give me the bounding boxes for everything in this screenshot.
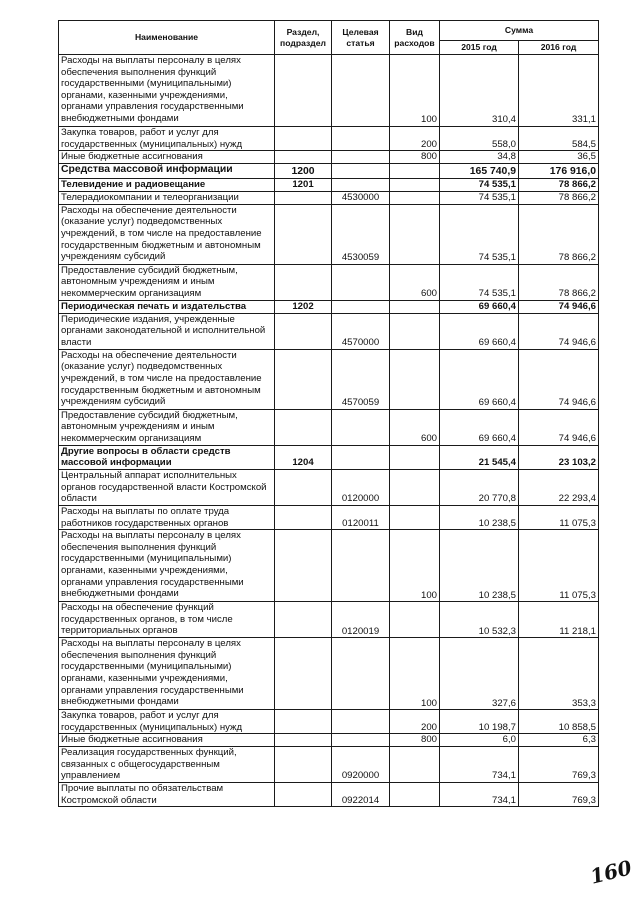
row-value-2016-cell: 36,5 (519, 151, 599, 164)
row-value-2016-cell: 176 916,0 (519, 163, 599, 178)
row-name-cell: Расходы на выплаты по оплате труда работников государственных органов (59, 505, 275, 529)
row-value-2016-cell: 22 293,4 (519, 469, 599, 505)
header-name: Наименование (59, 21, 275, 55)
row-section-cell (275, 782, 332, 806)
table-row (59, 191, 599, 204)
row-section-cell: 1204 (275, 445, 332, 469)
row-value-2015-cell: 165 740,9 (440, 163, 519, 178)
row-section-cell: 1202 (275, 300, 332, 313)
table-row (59, 127, 599, 151)
row-value-2016-cell: 78 866,2 (519, 204, 599, 264)
row-target-cell (332, 163, 390, 178)
row-type-cell (390, 300, 440, 313)
row-name-cell: Периодические издания, учрежденные органами законодательной и исполнительной власти (59, 313, 275, 349)
row-value-2015-cell: 327,6 (440, 638, 519, 710)
row-value-2015-cell: 69 660,4 (440, 313, 519, 349)
row-target-cell: 4530059 (332, 204, 390, 264)
row-section-cell (275, 204, 332, 264)
row-name-cell: Закупка товаров, работ и услуг для государственных (муниципальных) нужд (59, 710, 275, 734)
row-type-cell: 200 (390, 710, 440, 734)
row-section-cell (275, 127, 332, 151)
row-type-cell: 100 (390, 530, 440, 602)
row-type-cell (390, 313, 440, 349)
row-target-cell (332, 710, 390, 734)
row-name-cell: Предоставление субсидий бюджетным, автономным учреждениям и иным некоммерческим организациям (59, 409, 275, 445)
row-value-2015-cell: 10 238,5 (440, 530, 519, 602)
row-value-2015-cell: 310,4 (440, 55, 519, 127)
row-target-cell (332, 55, 390, 127)
row-value-2016-cell: 11 075,3 (519, 505, 599, 529)
row-name-cell: Расходы на обеспечение деятельности (оказание услуг) подведомственных учреждений, в том числе на предоставление государственным бюджетным и автономным учреждениям субсидий (59, 204, 275, 264)
row-type-cell (390, 602, 440, 638)
row-value-2016-cell: 78 866,2 (519, 191, 599, 204)
budget-table (58, 20, 599, 807)
page-number: 160 (587, 855, 635, 889)
table-row (59, 178, 599, 191)
table-row (59, 445, 599, 469)
row-value-2015-cell: 74 535,1 (440, 191, 519, 204)
row-name-cell: Телерадиокомпании и телеорганизации (59, 191, 275, 204)
row-value-2015-cell: 6,0 (440, 734, 519, 747)
table-row (59, 313, 599, 349)
row-type-cell: 600 (390, 409, 440, 445)
row-name-cell: Расходы на обеспечение деятельности (оказание услуг) подведомственных учреждений, в том числе на предоставление государственным бюджетным и автономным учреждениям субсидий (59, 349, 275, 409)
table-row (59, 734, 599, 747)
row-value-2015-cell: 10 238,5 (440, 505, 519, 529)
row-section-cell (275, 602, 332, 638)
row-section-cell (275, 55, 332, 127)
table-row (59, 746, 599, 782)
header-target: Целевая статья (332, 21, 390, 55)
row-value-2015-cell: 21 545,4 (440, 445, 519, 469)
row-target-cell (332, 530, 390, 602)
table-row (59, 469, 599, 505)
row-section-cell (275, 409, 332, 445)
row-value-2016-cell: 331,1 (519, 55, 599, 127)
row-type-cell (390, 191, 440, 204)
row-section-cell (275, 710, 332, 734)
row-name-cell: Телевидение и радиовещание (59, 178, 275, 191)
row-section-cell: 1201 (275, 178, 332, 191)
row-value-2016-cell: 584,5 (519, 127, 599, 151)
row-value-2016-cell: 769,3 (519, 746, 599, 782)
row-section-cell (275, 530, 332, 602)
row-name-cell: Иные бюджетные ассигнования (59, 734, 275, 747)
table-row (59, 300, 599, 313)
row-section-cell: 1200 (275, 163, 332, 178)
row-type-cell (390, 204, 440, 264)
row-value-2016-cell: 74 946,6 (519, 313, 599, 349)
row-name-cell: Средства массовой информации (59, 163, 275, 178)
row-name-cell: Другие вопросы в области средств массовой информации (59, 445, 275, 469)
table-row (59, 710, 599, 734)
row-name-cell: Прочие выплаты по обязательствам Костромской области (59, 782, 275, 806)
row-value-2016-cell: 6,3 (519, 734, 599, 747)
row-value-2015-cell: 10 198,7 (440, 710, 519, 734)
row-target-cell: 4570059 (332, 349, 390, 409)
row-value-2016-cell: 769,3 (519, 782, 599, 806)
row-target-cell: 0120019 (332, 602, 390, 638)
header-type: Вид расходов (390, 21, 440, 55)
table-row (59, 602, 599, 638)
row-value-2015-cell: 734,1 (440, 746, 519, 782)
row-name-cell: Расходы на выплаты персоналу в целях обеспечения выполнения функций государственными (муниципальными) органами, казенными учреждениями, органами управления государственными внебюджетными фондами (59, 530, 275, 602)
row-value-2015-cell: 69 660,4 (440, 409, 519, 445)
row-value-2016-cell: 78 866,2 (519, 178, 599, 191)
row-target-cell (332, 178, 390, 191)
table-row (59, 55, 599, 127)
header-sum: Сумма (440, 21, 599, 41)
row-type-cell (390, 163, 440, 178)
row-type-cell: 600 (390, 264, 440, 300)
row-name-cell: Расходы на выплаты персоналу в целях обеспечения выполнения функций государственными (муниципальными) органами, казенными учреждениями, органами управления государственными внебюджетными фондами (59, 55, 275, 127)
row-value-2016-cell: 78 866,2 (519, 264, 599, 300)
row-type-cell (390, 178, 440, 191)
row-value-2015-cell: 20 770,8 (440, 469, 519, 505)
row-value-2016-cell: 23 103,2 (519, 445, 599, 469)
row-value-2015-cell: 10 532,3 (440, 602, 519, 638)
row-value-2015-cell: 69 660,4 (440, 300, 519, 313)
row-value-2016-cell: 10 858,5 (519, 710, 599, 734)
row-name-cell: Закупка товаров, работ и услуг для государственных (муниципальных) нужд (59, 127, 275, 151)
row-section-cell (275, 191, 332, 204)
table-row (59, 638, 599, 710)
row-target-cell (332, 638, 390, 710)
header-section: Раздел, подраздел (275, 21, 332, 55)
row-target-cell (332, 734, 390, 747)
table-row (59, 349, 599, 409)
row-type-cell (390, 445, 440, 469)
row-value-2016-cell: 74 946,6 (519, 300, 599, 313)
row-value-2015-cell: 69 660,4 (440, 349, 519, 409)
row-type-cell (390, 782, 440, 806)
row-target-cell: 0120011 (332, 505, 390, 529)
row-section-cell (275, 469, 332, 505)
row-type-cell (390, 469, 440, 505)
row-value-2016-cell: 353,3 (519, 638, 599, 710)
row-name-cell: Периодическая печать и издательства (59, 300, 275, 313)
row-value-2015-cell: 734,1 (440, 782, 519, 806)
row-target-cell (332, 151, 390, 164)
table-row (59, 530, 599, 602)
row-target-cell (332, 300, 390, 313)
table-row (59, 505, 599, 529)
row-type-cell (390, 349, 440, 409)
header-year-2015: 2015 год (440, 41, 519, 55)
row-target-cell: 0920000 (332, 746, 390, 782)
row-target-cell: 4570000 (332, 313, 390, 349)
row-value-2015-cell: 558,0 (440, 127, 519, 151)
row-value-2015-cell: 74 535,1 (440, 204, 519, 264)
row-section-cell (275, 638, 332, 710)
row-section-cell (275, 746, 332, 782)
row-target-cell: 0922014 (332, 782, 390, 806)
row-value-2016-cell: 11 075,3 (519, 530, 599, 602)
row-section-cell (275, 349, 332, 409)
table-row (59, 163, 599, 178)
header-year-2016: 2016 год (519, 41, 599, 55)
row-target-cell (332, 445, 390, 469)
row-target-cell (332, 409, 390, 445)
row-type-cell: 800 (390, 151, 440, 164)
row-value-2015-cell: 74 535,1 (440, 178, 519, 191)
row-value-2015-cell: 34,8 (440, 151, 519, 164)
row-section-cell (275, 151, 332, 164)
row-target-cell: 0120000 (332, 469, 390, 505)
row-value-2015-cell: 74 535,1 (440, 264, 519, 300)
row-name-cell: Расходы на выплаты персоналу в целях обеспечения выполнения функций государственными (муниципальными) органами, казенными учреждениями, органами управления государственными внебюджетными фондами (59, 638, 275, 710)
row-type-cell (390, 505, 440, 529)
row-value-2016-cell: 74 946,6 (519, 409, 599, 445)
table-row (59, 409, 599, 445)
table-row (59, 204, 599, 264)
row-type-cell (390, 746, 440, 782)
table-row (59, 264, 599, 300)
row-name-cell: Центральный аппарат исполнительных органов государственной власти Костромской области (59, 469, 275, 505)
row-target-cell (332, 264, 390, 300)
row-section-cell (275, 264, 332, 300)
row-value-2016-cell: 11 218,1 (519, 602, 599, 638)
row-target-cell (332, 127, 390, 151)
row-section-cell (275, 734, 332, 747)
row-name-cell: Предоставление субсидий бюджетным, автономным учреждениям и иным некоммерческим организациям (59, 264, 275, 300)
row-section-cell (275, 313, 332, 349)
budget-sheet (58, 20, 599, 807)
row-target-cell: 4530000 (332, 191, 390, 204)
row-name-cell: Расходы на обеспечение функций государственных органов, в том числе территориальных органов (59, 602, 275, 638)
row-value-2016-cell: 74 946,6 (519, 349, 599, 409)
row-section-cell (275, 505, 332, 529)
row-name-cell: Реализация государственных функций, связанных с общегосударственным управлением (59, 746, 275, 782)
row-name-cell: Иные бюджетные ассигнования (59, 151, 275, 164)
table-row (59, 151, 599, 164)
row-type-cell: 800 (390, 734, 440, 747)
row-type-cell: 100 (390, 638, 440, 710)
row-type-cell: 100 (390, 55, 440, 127)
table-row (59, 782, 599, 806)
row-type-cell: 200 (390, 127, 440, 151)
